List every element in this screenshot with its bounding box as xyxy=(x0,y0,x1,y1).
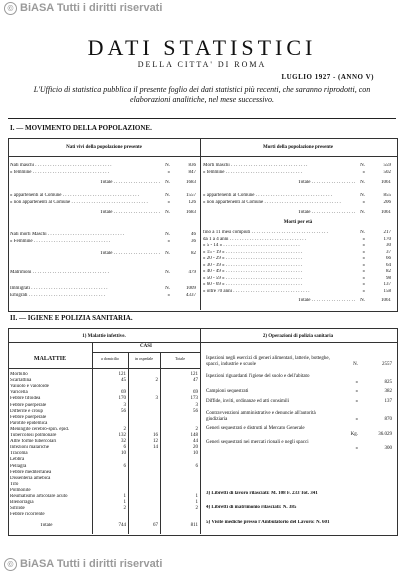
disease-a-value: 10 xyxy=(121,451,126,457)
disease-a-value: 2 xyxy=(123,506,126,512)
disease-a-value: 132 xyxy=(118,433,126,438)
age-value: 98 xyxy=(386,275,391,281)
birth-unit: N. xyxy=(165,193,170,198)
disease-t-value: 56 xyxy=(193,408,198,414)
birth-value: 4337 xyxy=(186,293,196,298)
birth-label: Matrimoni . . . xyxy=(10,270,160,275)
deaths-header: Morti della popolazione presente xyxy=(262,145,334,150)
age-label: » 20 - 29 » . . . xyxy=(203,256,355,261)
birth-value: 836 xyxy=(188,163,196,168)
age-label: » 15 - 19 » . . . xyxy=(203,250,355,255)
watermark-text: BiASA Tutti i diritti riservati xyxy=(20,558,163,570)
disease-b-value: 14 xyxy=(153,445,158,451)
birth-value: 1557 xyxy=(186,193,196,198)
disease-label: Vaiuolo e vaioloide xyxy=(10,384,49,390)
age-label: » 60 - 69 » . . . xyxy=(203,282,355,287)
section-heading-population: I. — MOVIMENTO DELLA POPOLAZIONE. xyxy=(10,124,152,132)
age-header: Morti per età xyxy=(283,220,313,225)
section-heading-hygiene: II. — IGIENE E POLIZIA SANITARIA. xyxy=(10,314,133,322)
age-row xyxy=(203,250,391,255)
column-divider xyxy=(200,328,201,534)
header-divider xyxy=(8,156,397,157)
disease-label: Febbre tifoidea xyxy=(10,396,41,402)
operation-value: 382 xyxy=(384,389,392,394)
operation-value: 870 xyxy=(384,417,392,422)
age-value: 170 xyxy=(383,236,391,242)
birth-row xyxy=(10,251,196,256)
disease-a-value: 121 xyxy=(118,372,126,377)
birth-unit: » xyxy=(167,170,170,175)
death-value: 206 xyxy=(383,200,391,205)
age-label: » 40 - 49 » . . . xyxy=(203,269,355,274)
disease-b-value: 16 xyxy=(153,433,158,438)
age-row xyxy=(203,230,391,235)
death-value: 1061 xyxy=(381,180,391,185)
issue-date: LUGLIO 1927 - (ANNO V) xyxy=(281,73,374,81)
disease-label: Totale xyxy=(40,523,53,528)
birth-row xyxy=(10,163,196,168)
death-value: 855 xyxy=(383,193,391,198)
birth-value: 479 xyxy=(188,270,196,275)
disease-label: Tifo xyxy=(10,481,19,487)
disease-label: Infezioni malariche xyxy=(10,445,50,451)
death-label: » femmine . . . xyxy=(203,170,355,175)
death-label: Totale . . . xyxy=(298,180,355,185)
disease-label: Dissenteria amebica xyxy=(10,475,51,481)
hospital-column-header: in ospedale xyxy=(134,356,154,361)
cases-column-header: CASI xyxy=(140,344,152,349)
birth-label: Nati morti Maschi . . . xyxy=(10,232,160,237)
age-row xyxy=(203,276,391,281)
operation-text: Diffide, inviti, ordinanze ed atti consimili xyxy=(206,399,290,404)
disease-a-value: 1 xyxy=(123,494,126,499)
disease-label: Lebbra xyxy=(10,457,25,463)
disease-b-value: 67 xyxy=(153,523,158,528)
birth-unit: N. xyxy=(165,286,170,291)
birth-row xyxy=(10,232,196,237)
disease-b-value: 3 xyxy=(155,396,158,402)
age-row xyxy=(203,243,391,248)
age-label: » oltre 70 anni . . . xyxy=(203,289,355,294)
note-item: 3) Libretti di lavoro rilasciati: M. 108 F. 233 Tot. 341 xyxy=(206,491,318,496)
death-unit: » xyxy=(362,200,365,205)
birth-unit: N. xyxy=(165,210,170,215)
birth-row xyxy=(10,239,196,244)
birth-unit: » xyxy=(167,293,170,298)
operation-value: 36.029 xyxy=(378,432,392,437)
disease-label: Polmonite xyxy=(10,487,31,493)
death-unit: N. xyxy=(360,163,365,168)
death-label: » non appartenenti al Comune . . . xyxy=(203,200,355,205)
disease-label: Febbre puerperale xyxy=(10,414,47,420)
death-row xyxy=(203,163,391,168)
column-divider xyxy=(92,342,93,534)
birth-row xyxy=(10,286,196,291)
age-value: 82 xyxy=(386,269,391,274)
death-unit: N. xyxy=(360,210,365,215)
birth-label: Nati maschi . . . xyxy=(10,163,160,168)
age-row xyxy=(203,298,391,303)
operation-unit: N. xyxy=(353,362,358,367)
birth-value: 82 xyxy=(191,251,196,256)
diseases-column-header: MALATTIE xyxy=(33,356,67,362)
disease-a-value: 6 xyxy=(123,445,126,451)
birth-unit: N. xyxy=(165,232,170,237)
age-unit: » xyxy=(362,288,365,294)
birth-unit: N. xyxy=(165,180,170,185)
birth-value: 36 xyxy=(191,239,196,244)
birth-value: 1683 xyxy=(186,180,196,185)
age-unit: » xyxy=(362,275,365,281)
age-value: 64 xyxy=(386,262,391,268)
operation-value: 300 xyxy=(384,446,392,451)
sanitary-operations-header: 2) Operazioni di polizia sanitaria xyxy=(262,334,334,339)
divider xyxy=(8,118,396,119)
disease-a-value: 45 xyxy=(121,378,126,384)
death-row xyxy=(203,200,391,205)
death-value: 1061 xyxy=(381,210,391,215)
operation-text: Generi sequestrati nei mercati rionali e negli spacci xyxy=(206,440,309,445)
age-label: » 50 - 59 » . . . xyxy=(203,276,355,281)
age-value: 1061 xyxy=(381,298,391,303)
operation-unit: » xyxy=(355,389,358,394)
birth-row xyxy=(10,293,196,298)
death-row xyxy=(203,180,391,185)
birth-unit: N. xyxy=(165,251,170,256)
death-unit: N. xyxy=(360,180,365,185)
infectious-diseases-header: 1) Malattie infettive. xyxy=(82,334,126,339)
total-column-header: Totale xyxy=(175,356,185,361)
age-unit: » xyxy=(362,236,365,242)
birth-label: » appartenenti al Comune . . . xyxy=(10,193,160,198)
disease-label: Morbillo xyxy=(10,372,28,377)
age-unit: » xyxy=(362,269,365,274)
birth-label: Totale . . . xyxy=(100,180,160,185)
birth-label: Emigrati . . . xyxy=(10,293,160,298)
age-row xyxy=(203,282,391,287)
copyright-icon: © xyxy=(4,2,17,15)
disease-b-value: 2 xyxy=(155,378,158,384)
disease-label: Tracoma xyxy=(10,451,28,457)
birth-label: » femmine . . . xyxy=(10,170,160,175)
disease-t-value: 173 xyxy=(190,396,198,402)
age-value: 66 xyxy=(386,256,391,261)
disease-label: Parotite epidemica xyxy=(10,420,48,426)
birth-unit: » xyxy=(167,200,170,205)
birth-value: 847 xyxy=(188,170,196,175)
age-unit: N. xyxy=(360,230,365,235)
intro-paragraph: L'Ufficio di statistica pubblica il presente foglio dei dati statistici più recenti, che saranno riprodotti, con elaborazioni analitiche, nel mese successivo. xyxy=(33,85,371,104)
age-row xyxy=(203,269,391,274)
disease-label: Reumatismo articolare acuto xyxy=(10,494,68,499)
age-value: 158 xyxy=(383,288,391,294)
birth-value: 1683 xyxy=(186,210,196,215)
birth-unit: » xyxy=(167,239,170,244)
disease-label: Pellagra xyxy=(10,463,27,469)
disease-a-value: 170 xyxy=(118,396,126,402)
birth-row xyxy=(10,210,196,215)
disease-label: Febbre mediterranea xyxy=(10,469,52,475)
disease-t-value: 148 xyxy=(190,433,198,438)
page-subtitle: DELLA CITTA' DI ROMA xyxy=(137,60,267,69)
births-header: Nati vivi della popolazione presente xyxy=(66,145,142,150)
operation-unit: » xyxy=(355,380,358,385)
disease-b-value: 12 xyxy=(153,439,158,445)
operation-unit: Kg. xyxy=(350,432,358,437)
birth-label: Totale . . . xyxy=(100,210,160,215)
disease-label: Tubercolosi polmonare xyxy=(10,433,57,438)
header-divider xyxy=(8,342,397,343)
disease-t-value: 121 xyxy=(190,372,198,377)
disease-t-value: 1 xyxy=(195,494,198,499)
death-value: 559 xyxy=(383,163,391,168)
birth-value: 126 xyxy=(188,200,196,205)
operation-value: 825 xyxy=(384,380,392,385)
age-label: Totale . . . xyxy=(298,298,355,303)
operation-value: 2557 xyxy=(382,362,392,367)
birth-label: » non appartenenti al Comune . . . xyxy=(10,200,160,205)
home-column-header: a domicilio xyxy=(100,356,120,361)
age-row xyxy=(203,256,391,261)
birth-row xyxy=(10,180,196,185)
operation-text: Campioni sequestrati xyxy=(206,389,249,394)
birth-unit: N. xyxy=(165,270,170,275)
disease-t-value: 2 xyxy=(195,506,198,512)
age-row xyxy=(203,237,391,242)
age-label: » 5 - 14 » . . . xyxy=(203,243,355,248)
age-value: 217 xyxy=(383,230,391,235)
age-label: » 30 - 39 » . . . xyxy=(203,263,355,268)
disease-label: Febbre ricorrente xyxy=(10,512,45,518)
age-label: da 1 a 4 anni . . . xyxy=(203,237,355,242)
operation-text: Generi sequestrati e distrutti al Mercato Generale xyxy=(206,426,305,431)
age-value: 30 xyxy=(386,243,391,248)
watermark-top xyxy=(0,1,404,15)
disease-t-value: 69 xyxy=(193,390,198,396)
age-row xyxy=(203,289,391,294)
birth-unit: N. xyxy=(165,163,170,168)
disease-t-value: 44 xyxy=(193,439,198,445)
disease-label: Difterite e croup xyxy=(10,408,44,414)
disease-t-value: 20 xyxy=(193,445,198,451)
disease-label: Blenorragia xyxy=(10,500,34,506)
header-divider xyxy=(92,352,200,353)
disease-a-value: 2 xyxy=(123,426,126,432)
disease-label: Febbre puerperale xyxy=(10,402,47,408)
birth-value: 46 xyxy=(191,232,196,237)
age-unit: » xyxy=(362,282,365,287)
death-row xyxy=(203,210,391,215)
disease-a-value: 744 xyxy=(118,523,126,528)
disease-a-value: 32 xyxy=(121,439,126,445)
age-unit: N. xyxy=(360,298,365,303)
age-unit: » xyxy=(362,243,365,248)
disease-t-value: 1 xyxy=(195,500,198,506)
death-unit: » xyxy=(362,170,365,175)
disease-t-value: 47 xyxy=(193,378,198,384)
death-label: » appartenenti al Comune . . . xyxy=(203,193,355,198)
watermark-text: BiASA Tutti i diritti riservati xyxy=(20,2,163,14)
note-item: 5) Visite mediche presso l'Ambulatorio del Lavoro: N. 601 xyxy=(206,520,330,525)
disease-label: Meningite cerebro-spin. epid. xyxy=(10,426,70,432)
disease-a-value: 69 xyxy=(121,390,126,396)
birth-row xyxy=(10,170,196,175)
birth-label: Totale . . . xyxy=(100,251,160,256)
age-value: 37 xyxy=(386,249,391,255)
header-divider xyxy=(8,368,200,369)
copyright-icon: © xyxy=(4,558,17,571)
operation-unit: » xyxy=(355,446,358,451)
disease-a-value: 3 xyxy=(123,402,126,408)
age-unit: » xyxy=(362,249,365,255)
birth-row xyxy=(10,270,196,275)
operation-text: Ispezioni riguardanti l'igiene del suolo e dell'abitato xyxy=(206,374,310,379)
death-row xyxy=(203,170,391,175)
death-value: 502 xyxy=(383,170,391,175)
age-row xyxy=(203,263,391,268)
age-unit: » xyxy=(362,256,365,261)
death-unit: N. xyxy=(360,193,365,198)
age-unit: » xyxy=(362,262,365,268)
birth-label: Immigrati . . . xyxy=(10,286,160,291)
disease-a-value: 1 xyxy=(123,500,126,506)
operation-unit: » xyxy=(355,417,358,422)
note-item: 4) Libretti di matrimonio rilasciati: N. 385 xyxy=(206,505,297,510)
disease-a-value: 56 xyxy=(121,408,126,414)
death-label: Totale . . . xyxy=(298,210,355,215)
birth-label: » Femmine . . . xyxy=(10,239,160,244)
operation-text: Contravvenzioni amministrative e denuncie all'autorità giudiziaria xyxy=(206,411,316,422)
operation-unit: » xyxy=(355,399,358,404)
birth-value: 1009 xyxy=(186,286,196,291)
disease-t-value: 2 xyxy=(195,426,198,432)
birth-row xyxy=(10,193,196,198)
operation-text: Ispezioni negli esercizi di generi alimentari, latterie, botteghe, spacci, industrie e scuole xyxy=(206,356,330,367)
disease-t-value: 10 xyxy=(193,451,198,457)
operation-value: 137 xyxy=(384,399,392,404)
birth-row xyxy=(10,200,196,205)
age-label: fino a 11 mesi compiuti . . . xyxy=(203,230,355,235)
disease-label: Sifilide xyxy=(10,506,25,512)
death-row xyxy=(203,193,391,198)
disease-label: Varicella xyxy=(10,390,28,396)
age-value: 137 xyxy=(383,282,391,287)
disease-label: Altre forme tubercolari xyxy=(10,439,57,445)
death-label: Morti maschi . . . xyxy=(203,163,355,168)
disease-label: Scarlattina xyxy=(10,378,32,384)
disease-t-value: 811 xyxy=(190,523,198,528)
disease-t-value: 6 xyxy=(195,463,198,469)
disease-a-value: 6 xyxy=(123,463,126,469)
disease-t-value: 3 xyxy=(195,402,198,408)
watermark-bottom xyxy=(0,557,404,571)
page-title: DATI STATISTICI xyxy=(87,35,317,60)
